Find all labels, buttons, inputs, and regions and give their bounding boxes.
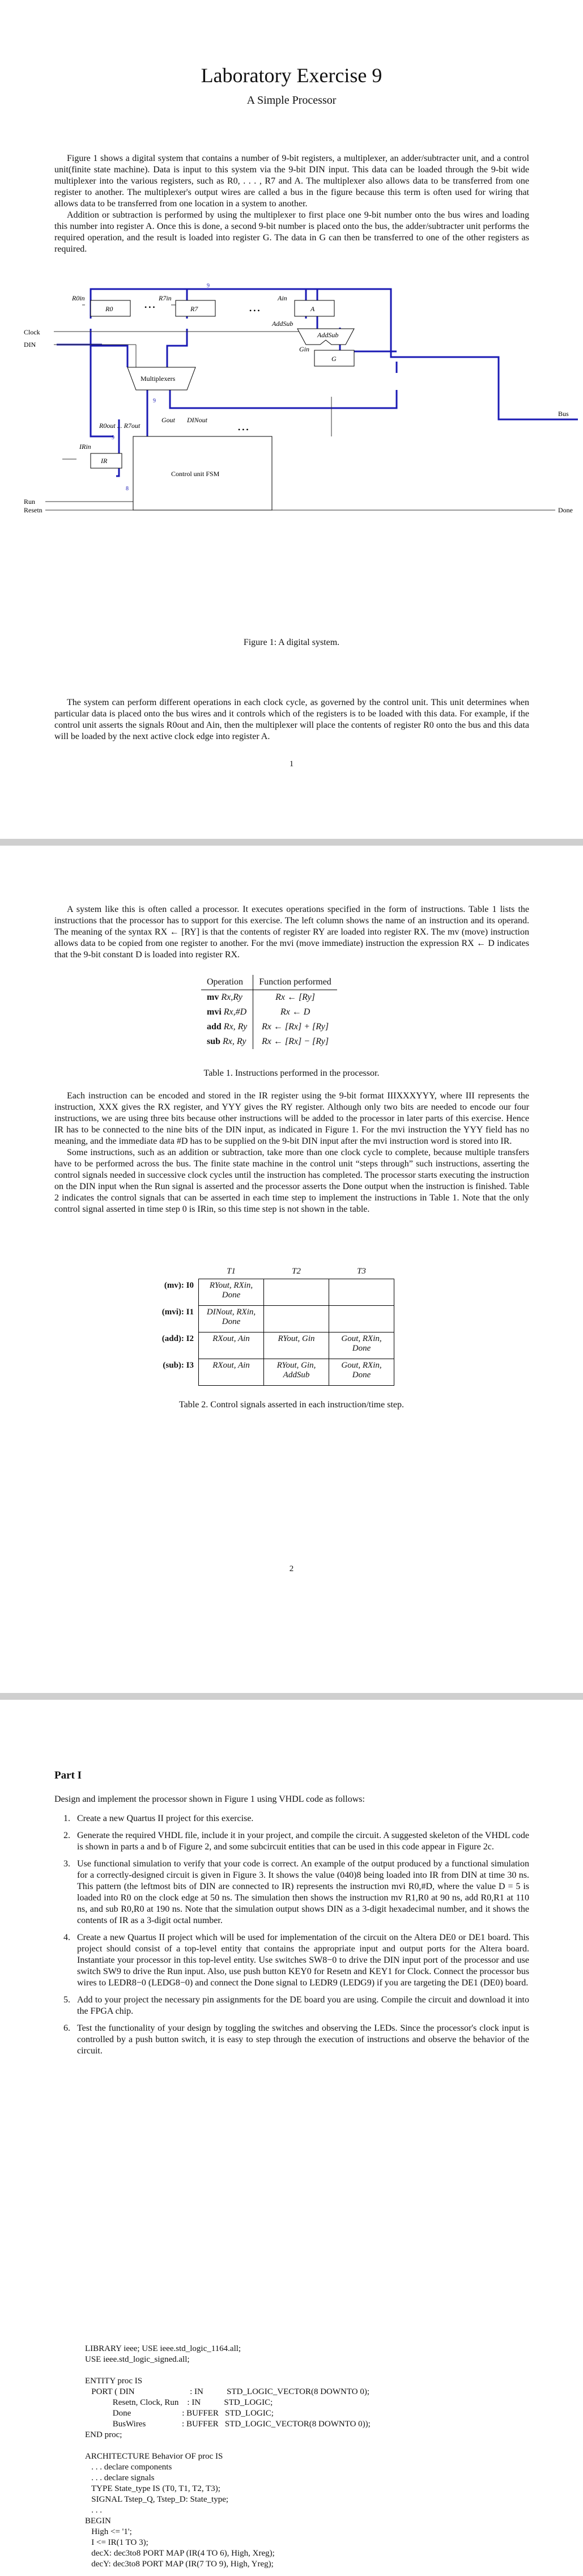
table-header: T2 bbox=[292, 1267, 301, 1276]
paragraph: Figure 1 shows a digital system that contains a number of 9-bit registers, a multiplexer, an adder/subtracter unit, and a control unit(finite state machine). Data is input to this system via the 9-bit DIN input. This data can be loaded through the 9-bit wide multiplexer into the various registers, such as R0, . . . , R7 and A. The multiplexer also allows data to be transferred from one register to another. The multiplexer's output wires are called a bus in the figure because this term is often used for wiring that allows data to be transferred from one location in a system to another. bbox=[54, 154, 529, 209]
table-cell: DINout, RXin, Done bbox=[199, 1306, 264, 1332]
table-cell: mv bbox=[207, 992, 219, 1002]
list-item bbox=[54, 1858, 529, 1926]
table-caption: Table 1. Instructions performed in the processor. bbox=[203, 1068, 380, 1078]
step-text: Generate the required VHDL file, include it in your project, and compile the circuit. A suggested skeleton of the VHDL code is shown in parts a and b of Figure 2, and some subcircuit entities that can be used in this code appear in Figure 2c. bbox=[77, 1831, 529, 1852]
row-label: (add): I2 bbox=[161, 1334, 194, 1343]
table-cell bbox=[264, 1279, 329, 1306]
label-gout: Gout bbox=[161, 416, 175, 424]
label-g: G bbox=[331, 355, 337, 363]
page-2 bbox=[0, 846, 583, 1693]
label-dots: • • • bbox=[249, 307, 260, 315]
code-line: High <= '1'; bbox=[85, 2527, 132, 2536]
code-line: . . . declare signals bbox=[85, 2473, 155, 2482]
table-cell: Rx, Ry bbox=[223, 1022, 248, 1032]
table-cell: Rx ← [Ry] bbox=[275, 992, 315, 1002]
paragraph: Some instructions, such as an addition or subtraction, take more than one clock cycle to complete, because multiple transfers have to be performed across the bus. The finite state machine in the control unit “steps through” such instructions, asserting the control signals needed in successive clock cycles until the instruction has completed. The processor starts executing the instruction on the DIN input when the Run signal is asserted and the processor asserts the Done output when the instruction is finished. Table 2 indicates the control signals that can be asserted in each time step to implement the instructions in Table 1. Note that the only control signal asserted in time step 0 is IRin, so this time step is not shown in the table. bbox=[54, 1148, 529, 1214]
page-number: 1 bbox=[289, 759, 294, 769]
control-signal-table bbox=[152, 1265, 394, 1386]
paragraph: A system like this is often called a processor. It executes operations specified in the form of instructions. Table 1 lists the instructions that the processor has to support for this exercise. The left column shows the name of an instruction and its operand. The meaning of the syntax RX ← [RY] is that the contents of register RY are loaded into register RX. The mv (move) instruction allows data to be copied from one register to another. For the mvi (move immediate) instruction the expression RX ← D indicates that the 9-bit constant D is loaded into register RX. bbox=[54, 905, 529, 960]
table-row bbox=[201, 1020, 337, 1034]
list-item bbox=[54, 2023, 529, 2057]
label-select-lines: R0out ... R7out bbox=[99, 422, 141, 430]
code-line: ARCHITECTURE Behavior OF proc IS bbox=[85, 2452, 223, 2461]
list-item bbox=[54, 1932, 529, 1989]
code-line: TYPE State_type IS (T0, T1, T2, T3); bbox=[85, 2484, 220, 2493]
step-number: 6. bbox=[63, 2023, 70, 2033]
code-line: PORT ( DIN : IN STD_LOGIC_VECTOR(8 DOWNTO 0); bbox=[85, 2387, 370, 2396]
figure-caption: Figure 1: A digital system. bbox=[243, 638, 340, 647]
table-cell: mvi bbox=[207, 1007, 222, 1017]
table-row bbox=[201, 990, 337, 1005]
step-text: Use functional simulation to verify that your code is correct. An example of the output produced by a functional simulation for a correctly-designed circuit is given in Figure 3. It shows the value (040)8 being loaded into IR from DIN at time 30 ns. This pattern (the leftmost bits of DIN are connected to IR) represents the instruction mvi R0,#D, where the value D = 5 is loaded into R0 on the clock edge at 50 ns. The simulation then shows the instruction mv R1,R0 at 90 ns, add R0,R1 at 110 ns, and sub R0,R0 at 190 ns. Note that the simulation output shows DIN as a 3-digit hexadecimal number, and it shows the contents of IR as a 3-digit octal number. bbox=[77, 1859, 529, 1925]
label-din: DIN bbox=[24, 341, 36, 349]
label-dots: • • • bbox=[144, 303, 155, 311]
step-number: 4. bbox=[63, 1933, 70, 1942]
step-number: 1. bbox=[63, 1814, 70, 1823]
page-gap bbox=[0, 1693, 583, 1700]
label-r7in: R7in bbox=[159, 294, 172, 302]
label-dinout: DINout bbox=[187, 416, 207, 424]
label-run: Run bbox=[24, 498, 36, 506]
page-1 bbox=[0, 0, 583, 839]
code-line: BEGIN bbox=[85, 2516, 111, 2526]
code-line: decX: dec3to8 PORT MAP (IR(4 TO 6), High, Xreg); bbox=[85, 2549, 275, 2558]
code-line: LIBRARY ieee; USE ieee.std_logic_1164.all; bbox=[85, 2344, 241, 2353]
label-r7: R7 bbox=[190, 305, 198, 313]
page-number: 2 bbox=[289, 1564, 294, 1573]
page-3 bbox=[0, 1700, 583, 2576]
label-addsub-unit: AddSub bbox=[317, 331, 339, 339]
label-r0: R0 bbox=[105, 305, 113, 313]
label-a: A bbox=[310, 305, 315, 313]
table-cell: Rx,Ry bbox=[221, 992, 242, 1002]
code-line: ENTITY proc IS bbox=[85, 2376, 143, 2386]
control-unit-text bbox=[54, 697, 529, 742]
table-row bbox=[152, 1306, 394, 1332]
label-clock: Clock bbox=[24, 328, 40, 336]
table-cell bbox=[329, 1279, 394, 1306]
table-cell: add bbox=[207, 1022, 222, 1032]
row-label: (mv): I0 bbox=[164, 1280, 194, 1290]
table-cell: RYout, Gin bbox=[264, 1332, 329, 1359]
step-number: 3. bbox=[63, 1859, 70, 1869]
paragraph: The system can perform different operations in each clock cycle, as governed by the control unit. This unit determines when particular data is placed onto the bus wires and it controls which of the registers is to be loaded with this data. For example, if the control unit asserts the signals R0out and Ain, then the multiplexer will place the contents of register R0 onto the bus and this data will be loaded by the next active clock edge into register A. bbox=[54, 698, 529, 741]
code-line: . . . declare components bbox=[85, 2463, 172, 2472]
label-bus: Bus bbox=[558, 410, 569, 418]
document-subtitle: A Simple Processor bbox=[246, 94, 337, 107]
step-text: Add to your project the necessary pin assignments for the DE board you are using. Compile the circuit and download it into the FPGA chip. bbox=[77, 1995, 529, 2016]
step-number: 5. bbox=[63, 1995, 70, 2005]
section-heading: Part I bbox=[54, 1769, 82, 1781]
code-line: Done : BUFFER STD_LOGIC; bbox=[85, 2409, 274, 2418]
list-item bbox=[54, 1994, 529, 2017]
paragraph: Each instruction can be encoded and stored in the IR register using the 9-bit format IIIXXXYYY, where III represents the instruction, XXX gives the RX register, and YYY gives the RY register. Although only two bits are needed to encode our four instructions, we are using three bits because other instructions will be added to the processor in later parts of this exercise. Hence IR has to be connected to the nine bits of the DIN input, as indicated in Figure 1. For the mvi instruction the YYY field has no meaning, and the immediate data #D has to be supplied on the 9-bit DIN input after the mvi instruction word is stored into IR. bbox=[54, 1091, 529, 1146]
page-gap bbox=[0, 839, 583, 846]
list-item bbox=[54, 1813, 529, 1824]
label-fsm-width: 8 bbox=[126, 486, 129, 492]
label-gin: Gin bbox=[299, 345, 309, 353]
table-cell: Rx ← [Rx] − [Ry] bbox=[262, 1037, 329, 1046]
table-cell: RYout, Gin, AddSub bbox=[264, 1359, 329, 1386]
table-cell: Gout, RXin, Done bbox=[329, 1359, 394, 1386]
label-addsub-signal: AddSub bbox=[272, 320, 293, 328]
table-header: Operation bbox=[201, 975, 253, 990]
table-cell: Rx, Ry bbox=[223, 1037, 246, 1046]
label-resetn: Resetn bbox=[24, 506, 42, 514]
label-ain: Ain bbox=[278, 294, 287, 302]
table-cell: sub bbox=[207, 1037, 221, 1046]
code-line: I <= IR(1 TO 3); bbox=[85, 2538, 148, 2547]
part1-intro: Design and implement the processor shown in Figure 1 using VHDL code as follows: bbox=[54, 1794, 365, 1804]
table-row bbox=[201, 1005, 337, 1020]
step-list bbox=[54, 1813, 529, 2063]
row-label: (mvi): I1 bbox=[161, 1307, 194, 1317]
figure-digital-system bbox=[0, 266, 583, 652]
label-r0in: R0in bbox=[72, 294, 85, 302]
label-dots: • • • bbox=[238, 426, 249, 434]
code-line: decY: dec3to8 PORT MAP (IR(7 TO 9), High, Yreg); bbox=[85, 2560, 274, 2569]
table-caption: Table 2. Control signals asserted in each instruction/time step. bbox=[178, 1400, 404, 1410]
table-cell: RXout, Ain bbox=[199, 1332, 264, 1359]
table-header: Function performed bbox=[253, 975, 337, 990]
encoding-text bbox=[54, 1090, 529, 1215]
table-cell: Rx,#D bbox=[223, 1007, 247, 1017]
table-cell bbox=[264, 1306, 329, 1332]
code-line: Resetn, Clock, Run : IN STD_LOGIC; bbox=[85, 2398, 273, 2407]
table-header: T3 bbox=[357, 1267, 366, 1276]
table-row bbox=[152, 1359, 394, 1386]
processor-text bbox=[54, 904, 529, 961]
list-item bbox=[54, 1830, 529, 1853]
step-text: Create a new Quartus II project which will be used for implementation of the circuit on the Altera DE0 or DE1 board. This project should consist of a top-level entity that contains the appropriate input and output ports for the Altera board. Instantiate your processor in this top-level entity. Use switches SW8−0 to drive the DIN input port of the processor and use switch SW9 to drive the Run input. Also, use push button KEY0 for Resetn and KEY1 for Clock. Connect the processor bus wires to LEDR8−0 (LEDG8−0) and connect the Done signal to LEDR9 (LEDG9) if you are targeting the DE1 (DE0) board. bbox=[77, 1933, 529, 1988]
step-number: 2. bbox=[63, 1831, 70, 1840]
code-line: BusWires : BUFFER STD_LOGIC_VECTOR(8 DOWNTO 0)); bbox=[85, 2420, 371, 2429]
intro-text bbox=[54, 153, 529, 255]
code-line: SIGNAL Tstep_Q, Tstep_D: State_type; bbox=[85, 2495, 229, 2504]
label-ir: IR bbox=[101, 457, 108, 465]
instruction-table bbox=[201, 975, 337, 1049]
label-multiplexers: Multiplexers bbox=[141, 375, 176, 383]
label-fsm: Control unit FSM bbox=[171, 470, 220, 478]
table-row bbox=[152, 1279, 394, 1306]
step-text: Create a new Quartus II project for this exercise. bbox=[77, 1814, 254, 1823]
code-line: USE ieee.std_logic_signed.all; bbox=[85, 2355, 190, 2364]
table-row bbox=[201, 1034, 337, 1049]
vhdl-code-listing bbox=[85, 2344, 371, 2570]
table-cell: RYout, RXin, Done bbox=[199, 1279, 264, 1306]
table-cell: RXout, Ain bbox=[199, 1359, 264, 1386]
table-cell bbox=[329, 1306, 394, 1332]
table-header: T1 bbox=[227, 1267, 236, 1276]
label-bus-width: 9 bbox=[207, 283, 210, 289]
label-mux-width: 9 bbox=[153, 398, 156, 404]
row-label: (sub): I3 bbox=[163, 1360, 194, 1370]
code-line: END proc; bbox=[85, 2430, 122, 2439]
label-irin: IRin bbox=[79, 443, 91, 451]
document-title: Laboratory Exercise 9 bbox=[201, 64, 382, 87]
label-ir-width: 9 bbox=[112, 435, 114, 441]
label-done: Done bbox=[558, 506, 573, 514]
table-row bbox=[152, 1332, 394, 1359]
table-cell: Rx ← D bbox=[280, 1007, 310, 1017]
table-cell: Gout, RXin, Done bbox=[329, 1332, 394, 1359]
table-cell: Rx ← [Rx] + [Ry] bbox=[262, 1022, 329, 1032]
paragraph: Addition or subtraction is performed by using the multiplexer to first place one 9-bit number onto the bus wires and loading this number into register A. Once this is done, a second 9-bit number is placed onto the bus, the adder/subtracter unit performs the required operation, and the result is loaded into register G. The data in G can then be transferred to one of the other registers as required. bbox=[54, 210, 529, 254]
step-text: Test the functionality of your design by toggling the switches and observing the LEDs. Since the processor's clock input is controlled by a push button switch, it is easy to step through the execution of instructions and observe the behavior of the circuit. bbox=[77, 2023, 529, 2056]
code-line: . . . bbox=[85, 2506, 102, 2515]
